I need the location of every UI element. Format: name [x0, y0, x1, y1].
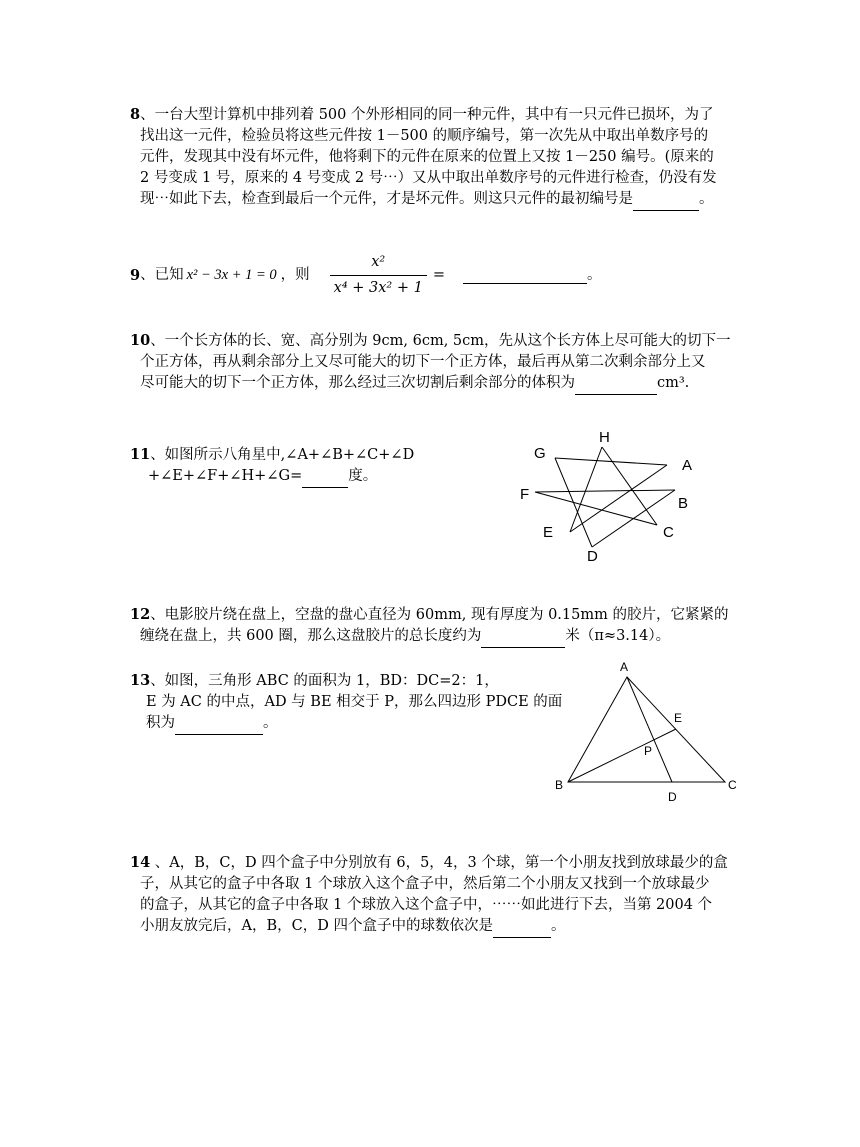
- question-number: 12: [130, 606, 151, 623]
- answer-blank[interactable]: [175, 713, 263, 735]
- vertex-label-g: G: [534, 445, 546, 462]
- question-number: 11: [130, 446, 151, 463]
- question-text-line: +∠E+∠F+∠H+∠G=: [148, 468, 303, 484]
- question-end: 。: [263, 715, 278, 731]
- vertex-label-a: A: [620, 660, 629, 674]
- question-end: 。: [550, 918, 566, 934]
- point-label-p: P: [644, 744, 653, 758]
- given-equation: x² − 3x + 1 = 0: [186, 267, 277, 283]
- answer-blank[interactable]: [302, 466, 348, 488]
- question-text-line: 找出这一元件，检验员将这些元件按 1－500 的顺序编号，第一次先从中取出单数序号的: [140, 128, 709, 144]
- question-14: [130, 852, 750, 938]
- question-text-line: 2 号变成 1 号，原来的 4 号变成 2 号⋯）又从中取出单数序号的元件进行检查，仍没有发: [140, 170, 717, 186]
- star-edge: [535, 490, 675, 492]
- question-text-line: 、一个长方体的长、宽、高分别为 9cm, 6cm, 5cm，先从这个长方体上尽可能大的切下一: [150, 333, 731, 349]
- star-edge: [570, 465, 667, 532]
- vertex-label-b: B: [555, 778, 564, 792]
- fraction-expression: [330, 252, 427, 299]
- question-number: 9: [130, 267, 141, 284]
- answer-blank[interactable]: [481, 626, 565, 648]
- star-edge: [535, 492, 657, 525]
- star-edge: [555, 458, 592, 547]
- vertex-label-e: E: [543, 524, 554, 541]
- question-text-line: 元件，发现其中没有坏元件，他将剩下的元件在原来的位置上又按 1－250 编号。(原来的: [140, 149, 714, 165]
- question-number: 13: [130, 672, 151, 689]
- answer-blank[interactable]: [575, 373, 657, 395]
- vertex-label-a: A: [682, 457, 693, 474]
- question-text-line: 、如图，三角形 ABC 的面积为 1，BD：DC=2：1，: [150, 673, 499, 689]
- vertex-label-f: F: [520, 486, 530, 503]
- star-edge: [602, 447, 657, 525]
- question-text-line: 、A，B，C，D 四个盒子中分别放有 6，5，4，3 个球，第一个小朋友找到放球最少的盒: [150, 855, 728, 871]
- volume-unit: cm³.: [657, 375, 690, 391]
- question-text-line: 、一台大型计算机中排列着 500 个外形相同的同一种元件，其中有一只元件已损坏，为了: [140, 107, 714, 123]
- answer-blank[interactable]: [463, 267, 587, 284]
- question-number: 10: [130, 332, 151, 349]
- vertex-label-c: C: [728, 778, 737, 792]
- question-number: 14: [130, 854, 151, 871]
- segment-ad: [627, 677, 672, 782]
- octagram-figure: [510, 422, 710, 570]
- answer-blank[interactable]: [493, 916, 551, 938]
- answer-blank[interactable]: [633, 189, 699, 211]
- vertex-label-c: C: [663, 524, 674, 541]
- question-text-line: 小朋友放完后，A，B，C，D 四个盒子中的球数依次是: [140, 918, 493, 934]
- fraction-numerator: x²: [330, 252, 427, 276]
- question-text-line: 、电影胶片绕在盘上，空盘的盘心直径为 60mm, 现有厚度为 0.15mm 的胶片，它紧紧的: [150, 607, 729, 623]
- vertex-label-d: D: [668, 790, 677, 804]
- question-text-line: 子，从其它的盒子中各取 1 个球放入这个盒子中，然后第二个小朋友又找到一个放球最少: [140, 876, 710, 892]
- equals-sign: =: [432, 267, 445, 283]
- triangle-abc: [568, 677, 725, 782]
- question-text-line: 现⋯如此下去，检查到最后一个元件，才是坏元件。则这只元件的最初编号是: [140, 191, 633, 207]
- question-text-line: 缠绕在盘上，共 600 圈，那么这盘胶片的总长度约为: [140, 628, 482, 644]
- question-text-line: 尽可能大的切下一个正方体，那么经过三次切割后剩余部分的体积为: [140, 375, 575, 391]
- question-text-line: 积为: [146, 715, 175, 731]
- question-11: [130, 444, 460, 488]
- vertex-label-b: B: [678, 495, 689, 512]
- question-text-line: 个正方体，再从剩余部分上又尽可能大的切下一个正方体，最后再从第二次剩余部分上又: [140, 354, 706, 370]
- question-end: 。: [587, 267, 602, 283]
- question-end: 。: [699, 191, 714, 207]
- question-number: 8: [130, 106, 141, 123]
- question-connector: ，则: [280, 267, 310, 283]
- question-prefix: 、已知: [140, 267, 184, 283]
- question-end: 度。: [348, 468, 378, 484]
- question-text-line: 、如图所示八角星中,∠A+∠B+∠C+∠D: [150, 447, 415, 463]
- fraction-denominator: x⁴ + 3x² + 1: [333, 280, 423, 296]
- question-text-line: E 为 AC 的中点，AD 与 BE 相交于 P，那么四边形 PDCE 的面: [146, 694, 563, 710]
- vertex-label-d: D: [587, 548, 598, 565]
- question-text-line: 的盒子，从其它的盒子中各取 1 个球放入这个盒子中，⋯⋯如此进行下去，当第 2004 个: [140, 897, 713, 913]
- segment-be: [568, 729, 676, 782]
- question-10: [130, 330, 750, 395]
- triangle-figure: [548, 656, 748, 806]
- vertex-label-h: H: [599, 429, 610, 446]
- question-13: [130, 670, 563, 735]
- question-end: 米（π≈3.14）。: [565, 628, 671, 644]
- vertex-label-e: E: [674, 711, 683, 725]
- question-9: [130, 252, 750, 299]
- question-8: [130, 104, 750, 211]
- question-12: [130, 604, 750, 648]
